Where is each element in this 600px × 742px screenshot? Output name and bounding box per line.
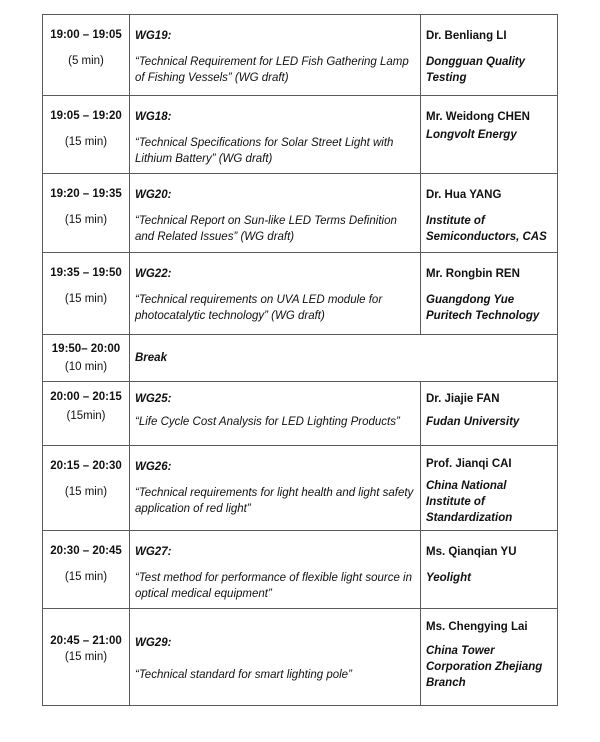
- time-cell: [43, 335, 130, 382]
- talk-cell: [130, 531, 421, 609]
- table-row: [43, 96, 558, 174]
- break-label: Break: [135, 352, 167, 364]
- wg-code: WG18:: [135, 111, 172, 123]
- speaker-cell: [421, 96, 558, 174]
- time-slot: 20:00 – 20:15: [50, 391, 122, 403]
- talk-cell: [130, 253, 421, 335]
- duration: (5 min): [68, 55, 104, 67]
- talk-cell: [130, 174, 421, 253]
- speaker-cell: [421, 531, 558, 609]
- speaker-name: Dr. Hua YANG: [426, 189, 502, 201]
- talk-title: “Technical Specifications for Solar Street Light with Lithium Battery” (WG draft): [135, 137, 394, 165]
- duration: (15min): [66, 410, 106, 422]
- time-slot: 20:45 – 21:00: [50, 635, 122, 647]
- break-cell: [130, 335, 558, 382]
- time-slot: 20:30 – 20:45: [50, 545, 122, 557]
- schedule-table: [42, 14, 558, 706]
- time-cell: [43, 15, 130, 96]
- duration: (15 min): [64, 136, 108, 148]
- duration: (15 min): [64, 571, 108, 583]
- duration: (15 min): [64, 486, 108, 498]
- table-row: [43, 609, 558, 706]
- time-cell: [43, 253, 130, 335]
- talk-cell: [130, 15, 421, 96]
- speaker-cell: [421, 15, 558, 96]
- speaker-cell: [421, 609, 558, 706]
- duration: (15 min): [64, 651, 108, 663]
- time-cell: [43, 609, 130, 706]
- talk-title: “Life Cycle Cost Analysis for LED Lighting Products”: [135, 416, 400, 428]
- table-row: [43, 253, 558, 335]
- duration: (10 min): [64, 361, 108, 373]
- time-cell: [43, 382, 130, 446]
- speaker-org: Fudan University: [426, 416, 520, 428]
- speaker-org: Guangdong Yue Puritech Technology: [426, 294, 540, 322]
- time-cell: [43, 96, 130, 174]
- talk-title: “Technical requirements on UVA LED module for photocatalytic technology” (WG draft): [135, 294, 383, 322]
- speaker-org: Yeolight: [426, 572, 471, 584]
- speaker-org: Longvolt Energy: [426, 129, 517, 141]
- speaker-cell: [421, 174, 558, 253]
- speaker-cell: [421, 382, 558, 446]
- time-cell: [43, 446, 130, 531]
- time-slot: 19:05 – 19:20: [50, 110, 122, 122]
- wg-code: WG26:: [135, 461, 172, 473]
- wg-code: WG27:: [135, 546, 172, 558]
- speaker-name: Ms. Chengying Lai: [426, 621, 528, 633]
- wg-code: WG25:: [135, 393, 172, 405]
- speaker-name: Dr. Benliang LI: [426, 30, 507, 42]
- speaker-org: China Tower Corporation Zhejiang Branch: [426, 645, 543, 689]
- time-cell: [43, 531, 130, 609]
- wg-code: WG22:: [135, 268, 172, 280]
- speaker-org: Institute of Semiconductors, CAS: [426, 215, 547, 243]
- duration: (15 min): [64, 293, 108, 305]
- time-slot: 19:35 – 19:50: [50, 267, 122, 279]
- duration: (15 min): [64, 214, 108, 226]
- talk-cell: [130, 382, 421, 446]
- speaker-cell: [421, 446, 558, 531]
- table-row: [43, 335, 558, 382]
- speaker-name: Mr. Rongbin REN: [426, 268, 520, 280]
- time-slot: 19:20 – 19:35: [50, 188, 122, 200]
- talk-title: “Technical standard for smart lighting pole”: [135, 669, 352, 681]
- talk-cell: [130, 609, 421, 706]
- time-slot: 20:15 – 20:30: [50, 460, 122, 472]
- time-slot: 19:50– 20:00: [51, 343, 121, 355]
- time-cell: [43, 174, 130, 253]
- wg-code: WG19:: [135, 30, 172, 42]
- speaker-org: China National Institute of Standardization: [426, 480, 513, 524]
- speaker-cell: [421, 253, 558, 335]
- table-row: [43, 174, 558, 253]
- table-row: [43, 382, 558, 446]
- talk-title: “Technical Requirement for LED Fish Gathering Lamp of Fishing Vessels” (WG draft): [135, 56, 409, 84]
- table-row: [43, 531, 558, 609]
- speaker-name: Mr. Weidong CHEN: [426, 111, 530, 123]
- talk-title: “Technical Report on Sun-like LED Terms Definition and Related Issues” (WG draft): [135, 215, 397, 243]
- time-slot: 19:00 – 19:05: [50, 29, 122, 41]
- talk-cell: [130, 96, 421, 174]
- table-row: [43, 15, 558, 96]
- speaker-name: Prof. Jianqi CAI: [426, 458, 512, 470]
- talk-title: “Test method for performance of flexible light source in optical medical equipment”: [135, 572, 412, 600]
- table-row: [43, 446, 558, 531]
- talk-cell: [130, 446, 421, 531]
- speaker-name: Ms. Qianqian YU: [426, 546, 517, 558]
- wg-code: WG29:: [135, 637, 172, 649]
- wg-code: WG20:: [135, 189, 172, 201]
- speaker-name: Dr. Jiajie FAN: [426, 393, 500, 405]
- talk-title: “Technical requirements for light health and light safety application of red light”: [135, 487, 414, 515]
- speaker-org: Dongguan Quality Testing: [426, 56, 526, 84]
